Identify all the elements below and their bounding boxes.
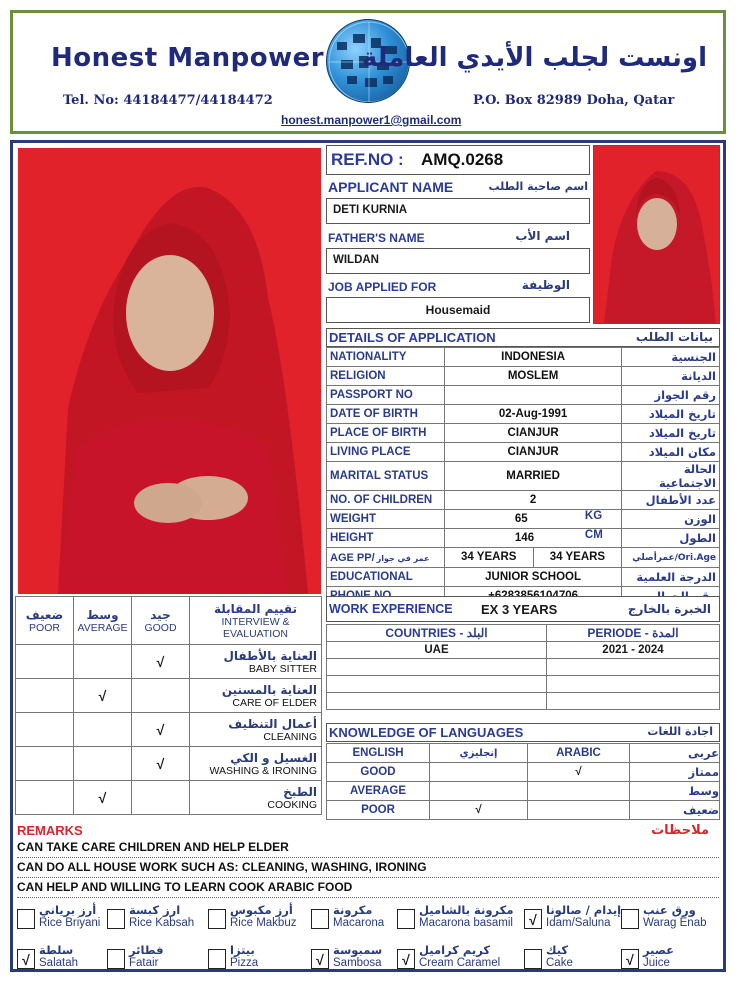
age-label-ar: عمر في جواز: [376, 553, 430, 563]
skills-header-en: POOR: [29, 621, 60, 634]
email-link[interactable]: honest.manpower1@gmail.com: [281, 113, 462, 127]
food-name-ar: مكرونة بالشاميل: [419, 903, 514, 917]
applicant-name-value: DETI KURNIA: [333, 204, 408, 216]
food-name-ar: فطائر: [129, 943, 164, 957]
weight-label: WEIGHT: [327, 510, 445, 529]
skill-name-en: CARE OF ELDER: [232, 696, 317, 709]
food-checkbox[interactable]: √: [17, 949, 35, 969]
language-level-ar: ممتاز: [630, 763, 720, 782]
details-title-bar: [326, 328, 720, 347]
details-row: [327, 491, 720, 510]
country-row: [327, 659, 720, 676]
details-value: MOSLEM: [444, 367, 621, 386]
skills-header-ar: تقييم المقابلة: [213, 601, 297, 616]
company-name-ar: اونست لجلب الأيدي العاملة: [361, 43, 707, 73]
skills-header-en: AVERAGE: [77, 621, 128, 634]
work-experience-label: WORK EXPERIENCE: [329, 602, 453, 616]
skill-name-en: BABY SITTER: [248, 662, 317, 675]
skill-name-ar: الطبخ: [283, 784, 317, 799]
details-value: 02-Aug-1991: [444, 405, 621, 424]
food-name-en: Idam/Saluna: [546, 917, 611, 929]
skills-table: [15, 596, 322, 815]
skill-name-ar: الغسيل و الكي: [230, 750, 317, 765]
details-key-ar: الديانة: [622, 367, 720, 386]
education-row: [327, 568, 720, 587]
applicant-name-field: [326, 198, 590, 224]
skill-poor-mark: [16, 645, 74, 679]
food-checkbox[interactable]: [621, 909, 639, 929]
skill-row: [16, 747, 322, 781]
food-name-en: Salatah: [39, 957, 79, 969]
remarks-title: REMARKS: [17, 823, 83, 838]
skill-row: [16, 679, 322, 713]
details-key-ar: عدد الأطفال: [622, 491, 720, 510]
skill-poor-mark: [16, 713, 74, 747]
details-value: MARRIED: [444, 462, 621, 491]
father-name-value: WILDAN: [333, 254, 379, 266]
education-label: EDUCATIONAL: [327, 568, 445, 587]
job-field: [326, 297, 590, 323]
food-checkbox[interactable]: √: [524, 909, 542, 929]
father-name-label-ar: اسم الأب: [515, 229, 570, 243]
details-title-ar: بيانات الطلب: [635, 330, 713, 344]
food-checkbox[interactable]: [107, 909, 125, 929]
skill-row: [16, 645, 322, 679]
skills-header-en: GOOD: [144, 621, 177, 634]
skill-poor-mark: [16, 679, 74, 713]
food-name-en: Juice: [643, 957, 670, 969]
food-name-en: Rice Makbuz: [230, 917, 297, 929]
ref-no-value: AMQ.0268: [421, 150, 504, 169]
language-level: AVERAGE: [327, 782, 430, 801]
country-cell: UAE: [327, 642, 547, 659]
job-label-row: [326, 278, 590, 296]
food-checkbox[interactable]: [208, 909, 226, 929]
height-row: [327, 529, 720, 548]
english-mark: [430, 763, 528, 782]
english-mark: √: [430, 801, 528, 820]
period-cell: [547, 693, 720, 710]
company-name-en: Honest Manpower: [51, 43, 325, 73]
details-row: [327, 443, 720, 462]
food-checkbox[interactable]: √: [397, 949, 415, 969]
food-name-en: Sambosa: [333, 957, 382, 969]
food-name-en: Cake: [546, 957, 573, 969]
details-value: 2: [444, 491, 621, 510]
skill-name-ar: العناية بالأطفال: [223, 648, 317, 663]
food-checkbox[interactable]: [311, 909, 329, 929]
details-row: [327, 348, 720, 367]
skill-name-cell: [190, 747, 322, 781]
skill-average-mark: [74, 747, 132, 781]
country-row: [327, 676, 720, 693]
period-cell: 2021 - 2024: [547, 642, 720, 659]
details-value: [444, 386, 621, 405]
languages-title-bar: [326, 723, 720, 742]
arabic-header: ARABIC: [528, 744, 630, 763]
skill-good-mark: √: [132, 747, 190, 781]
country-row: [327, 693, 720, 710]
language-row: [327, 763, 720, 782]
food-name-ar: كيك: [546, 943, 569, 957]
height-value-cell: [444, 529, 621, 548]
food-name-ar: ورق عنب: [643, 903, 696, 917]
weight-value-cell: [444, 510, 621, 529]
father-name-field: [326, 248, 590, 274]
work-experience-bar: [326, 596, 720, 622]
skill-average-mark: [74, 713, 132, 747]
applicant-photo-large: [18, 148, 321, 594]
skill-good-mark: √: [132, 713, 190, 747]
skills-header-cell: [132, 597, 190, 645]
food-name-en: Fatair: [129, 957, 159, 969]
skill-good-mark: √: [132, 645, 190, 679]
age-values-cell: [444, 548, 621, 568]
language-row: [327, 801, 720, 820]
age-label-cell: [327, 548, 445, 568]
countries-header: COUNTRIES - البلد: [327, 625, 547, 642]
skill-name-ar: العناية بالمسنين: [221, 682, 317, 697]
details-key: LIVING PLACE: [327, 443, 445, 462]
country-cell: [327, 659, 547, 676]
language-row: [327, 782, 720, 801]
period-cell: [547, 676, 720, 693]
food-name-en: Pizza: [230, 957, 259, 969]
food-checkbox[interactable]: [17, 909, 35, 929]
languages-table: [326, 743, 720, 820]
ref-no-box: [326, 145, 590, 175]
skill-name-cell: [190, 645, 322, 679]
language-level: GOOD: [327, 763, 430, 782]
age-values: [445, 548, 621, 567]
skill-good-mark: [132, 781, 190, 815]
applicant-name-label-row: [326, 179, 590, 197]
height-value: 146: [514, 532, 535, 544]
details-title: DETAILS OF APPLICATION: [329, 330, 496, 345]
details-value: CIANJUR: [444, 443, 621, 462]
skill-name-cell: [190, 679, 322, 713]
language-level-ar: وسط: [630, 782, 720, 801]
details-row: [327, 367, 720, 386]
application-form: [10, 140, 726, 972]
details-row: [327, 424, 720, 443]
details-row: [327, 405, 720, 424]
food-checkbox[interactable]: [107, 949, 125, 969]
remark-line-1: CAN TAKE CARE CHILDREN AND HELP ELDER: [17, 839, 719, 858]
details-key-ar: تاريخ الميلاد: [622, 405, 720, 424]
height-label: HEIGHT: [327, 529, 445, 548]
applicant-name-label: APPLICANT NAME: [328, 179, 454, 195]
arabic-header-ar: عربى: [630, 744, 720, 763]
food-name-ar: سمبوسة: [333, 943, 383, 957]
telephone: Tel. No: 44184477/44184472: [63, 93, 273, 108]
height-label-ar: الطول: [622, 529, 720, 548]
details-value: INDONESIA: [444, 348, 621, 367]
age-original-value: 34 YEARS: [549, 551, 606, 563]
details-key: MARITAL STATUS: [327, 462, 445, 491]
details-key-ar: تاريخ الميلاد: [622, 424, 720, 443]
food-checkbox[interactable]: √: [621, 949, 639, 969]
details-key-ar: مكان الميلاد: [622, 443, 720, 462]
letterhead: [10, 10, 726, 134]
skill-average-mark: √: [74, 781, 132, 815]
skill-row: [16, 781, 322, 815]
food-name-en: Rice Kabsah: [129, 917, 195, 929]
skills-header-ar: وسط: [86, 607, 119, 622]
period-cell: [547, 659, 720, 676]
food-name-ar: ارز كبسة: [129, 903, 181, 917]
skill-name-en: WASHING & IRONING: [209, 764, 317, 777]
details-key: RELIGION: [327, 367, 445, 386]
skill-name-cell: [190, 713, 322, 747]
details-key-ar: الجنسية: [622, 348, 720, 367]
age-label: AGE PP/: [330, 551, 375, 564]
food-name-ar: أرز مكبوس: [230, 903, 293, 917]
job-label: JOB APPLIED FOR: [328, 280, 437, 294]
food-checkbox[interactable]: [397, 909, 415, 929]
po-box: P.O. Box 82989 Doha, Qatar: [473, 93, 675, 108]
remark-line-3: CAN HELP AND WILLING TO LEARN COOK ARABIC FOOD: [17, 879, 719, 898]
skill-average-mark: [74, 645, 132, 679]
language-level: POOR: [327, 801, 430, 820]
food-name-en: Cream Caramel: [419, 957, 501, 969]
country-row: [327, 642, 720, 659]
skill-poor-mark: [16, 781, 74, 815]
skill-name-ar: أعمال التنظيف: [228, 716, 317, 731]
ref-no-label: REF.NO :: [331, 150, 404, 169]
age-row: [327, 548, 720, 568]
skills-header-ar: جيد: [150, 607, 171, 622]
applicant-name-label-ar: اسم صاحبة الطلب: [488, 180, 588, 193]
skill-average-mark: √: [74, 679, 132, 713]
education-label-ar: الدرجة العلمية: [622, 568, 720, 587]
father-name-label-row: [326, 229, 590, 247]
english-header-ar: إنجليزي: [430, 744, 528, 763]
skills-header-ar: ضعيف: [25, 607, 64, 622]
details-key: NATIONALITY: [327, 348, 445, 367]
age-label-ar-right: Ori.Age/عمرأصلي: [622, 548, 720, 568]
food-name-en: Macarona basamil: [419, 917, 513, 929]
details-key: DATE OF BIRTH: [327, 405, 445, 424]
job-value: Housemaid: [425, 303, 491, 317]
arabic-mark: [528, 801, 630, 820]
languages-title-ar: اجادة اللغات: [647, 725, 713, 738]
skills-header-en: INTERVIEW & EVALUATION: [221, 615, 290, 640]
details-value: CIANJUR: [444, 424, 621, 443]
food-name-ar: أرز برياني: [39, 903, 97, 917]
food-name-en: Rice Briyani: [39, 917, 101, 929]
age-pp-value: 34 YEARS: [445, 548, 534, 567]
details-key-ar: رقم الجواز: [622, 386, 720, 405]
skill-name-en: CLEANING: [263, 730, 317, 743]
food-checkbox[interactable]: [524, 949, 542, 969]
period-header: PERIODE - المدة: [547, 625, 720, 642]
country-cell: [327, 676, 547, 693]
skills-header-cell: [74, 597, 132, 645]
english-mark: [430, 782, 528, 801]
skill-name-cell: [190, 781, 322, 815]
english-header: ENGLISH: [327, 744, 430, 763]
weight-unit: KG: [584, 510, 603, 522]
father-name-label: FATHER'S NAME: [328, 231, 425, 245]
food-name-en: Warag Enab: [643, 917, 707, 929]
height-unit: CM: [584, 529, 603, 541]
weight-row: [327, 510, 720, 529]
work-experience-label-ar: الخبرة بالخارج: [627, 602, 711, 616]
food-checkbox[interactable]: [208, 949, 226, 969]
food-name-ar: عصير: [643, 943, 675, 957]
countries-table: [326, 624, 720, 710]
details-key-ar: الحالة الاجتماعية: [622, 462, 720, 491]
food-name-ar: مكرونة: [333, 903, 373, 917]
education-value: JUNIOR SCHOOL: [444, 568, 621, 587]
details-key: NO. OF CHILDREN: [327, 491, 445, 510]
skill-good-mark: [132, 679, 190, 713]
arabic-mark: [528, 782, 630, 801]
skill-row: [16, 713, 322, 747]
details-key: PLACE OF BIRTH: [327, 424, 445, 443]
country-cell: [327, 693, 547, 710]
food-name-ar: سلطة: [39, 943, 74, 957]
weight-value: 65: [514, 513, 528, 525]
food-checkbox[interactable]: √: [311, 949, 329, 969]
remark-line-2: CAN DO ALL HOUSE WORK SUCH AS: CLEANING, WASHING, IRONING: [17, 859, 719, 878]
details-row: [327, 462, 720, 491]
food-name-ar: إيدام / صالونا: [546, 903, 622, 917]
food-name-ar: بيتزا: [230, 943, 255, 957]
skill-poor-mark: [16, 747, 74, 781]
skills-header-cell: [16, 597, 74, 645]
skill-name-en: COOKING: [267, 798, 317, 811]
skills-header-cell: [190, 597, 322, 645]
details-key: PASSPORT NO: [327, 386, 445, 405]
food-name-en: Macarona: [333, 917, 385, 929]
details-row: [327, 386, 720, 405]
arabic-mark: √: [528, 763, 630, 782]
job-label-ar: الوظيفة: [521, 278, 570, 292]
language-level-ar: ضعيف: [630, 801, 720, 820]
weight-label-ar: الوزن: [622, 510, 720, 529]
details-table: [326, 347, 720, 606]
remarks-title-ar: ملاحظات: [651, 823, 709, 838]
food-name-ar: كريم كراميل: [419, 943, 491, 957]
applicant-photo-small: [593, 145, 720, 324]
languages-title: KNOWLEDGE OF LANGUAGES: [329, 725, 524, 740]
work-experience-value: EX 3 YEARS: [481, 602, 558, 617]
